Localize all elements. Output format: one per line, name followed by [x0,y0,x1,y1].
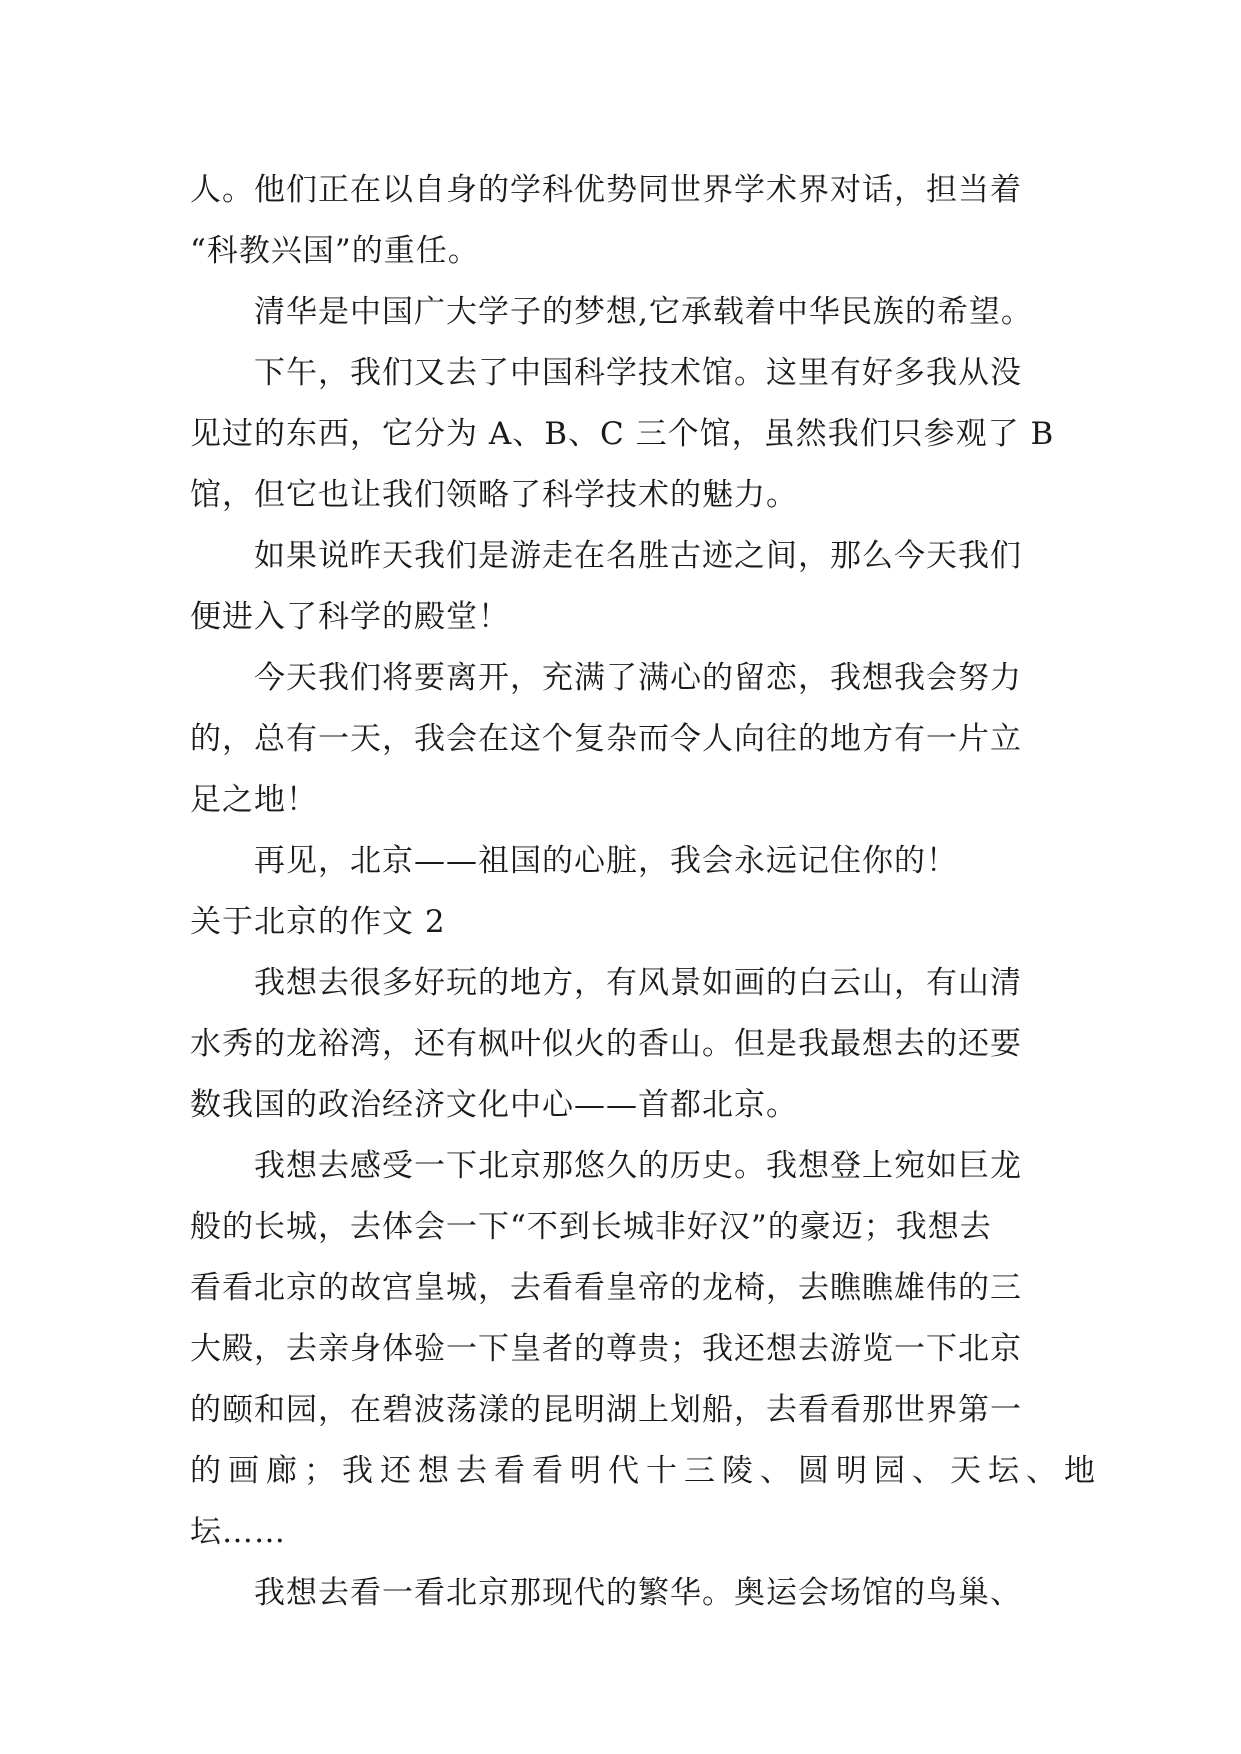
text-line: 大殿，去亲身体验一下皇者的尊贵；我还想去游览一下北京 [190,1331,1022,1367]
text-line: 的，总有一天，我会在这个复杂而令人向往的地方有一片立 [190,721,1022,757]
paragraph-start-line: 再见，北京——祖国的心脏，我会永远记住你的！ [254,843,958,879]
text-line: 的颐和园，在碧波荡漾的昆明湖上划船，去看看那世界第一 [190,1392,1022,1428]
text-line: 足之地！ [190,782,318,818]
paragraph-start-line: 我想去很多好玩的地方，有风景如画的白云山，有山清 [254,965,1022,1001]
text-line: 坛…… [190,1514,286,1550]
paragraph-start-line: 如果说昨天我们是游走在名胜古迹之间，那么今天我们 [254,538,1022,574]
text-line: 见过的东西，它分为 A、B、C 三个馆，虽然我们只参观了 B [190,416,1055,452]
text-line: 的画廊；我还想去看看明代十三陵、圆明园、天坛、地 [190,1453,1102,1489]
text-line: 便进入了科学的殿堂！ [190,599,510,635]
paragraph-start-line: 我想去感受一下北京那悠久的历史。我想登上宛如巨龙 [254,1148,1022,1184]
paragraph-start-line: 下午，我们又去了中国科学技术馆。这里有好多我从没 [254,355,1022,391]
paragraph-start-line: 今天我们将要离开，充满了满心的留恋，我想我会努力 [254,660,1022,696]
text-line: 水秀的龙裕湾，还有枫叶似火的香山。但是我最想去的还要 [190,1026,1022,1062]
section-heading: 关于北京的作文 2 [190,904,446,940]
text-line: 数我国的政治经济文化中心——首都北京。 [190,1087,798,1123]
paragraph-start-line: 我想去看一看北京那现代的繁华。奥运会场馆的鸟巢、 [254,1575,1022,1611]
text-line: 人。他们正在以自身的学科优势同世界学术界对话，担当着 [190,172,1022,208]
essay-text [190,160,1102,1624]
text-line: 馆，但它也让我们领略了科学技术的魅力。 [190,477,798,513]
text-line: 般的长城，去体会一下“不到长城非好汉”的豪迈；我想去 [190,1209,992,1245]
paragraph-start-line: 清华是中国广大学子的梦想,它承载着中华民族的希望。 [254,294,1033,330]
text-line: “科教兴国”的重任。 [190,233,480,269]
text-line: 看看北京的故宫皇城，去看看皇帝的龙椅，去瞧瞧雄伟的三 [190,1270,1022,1306]
